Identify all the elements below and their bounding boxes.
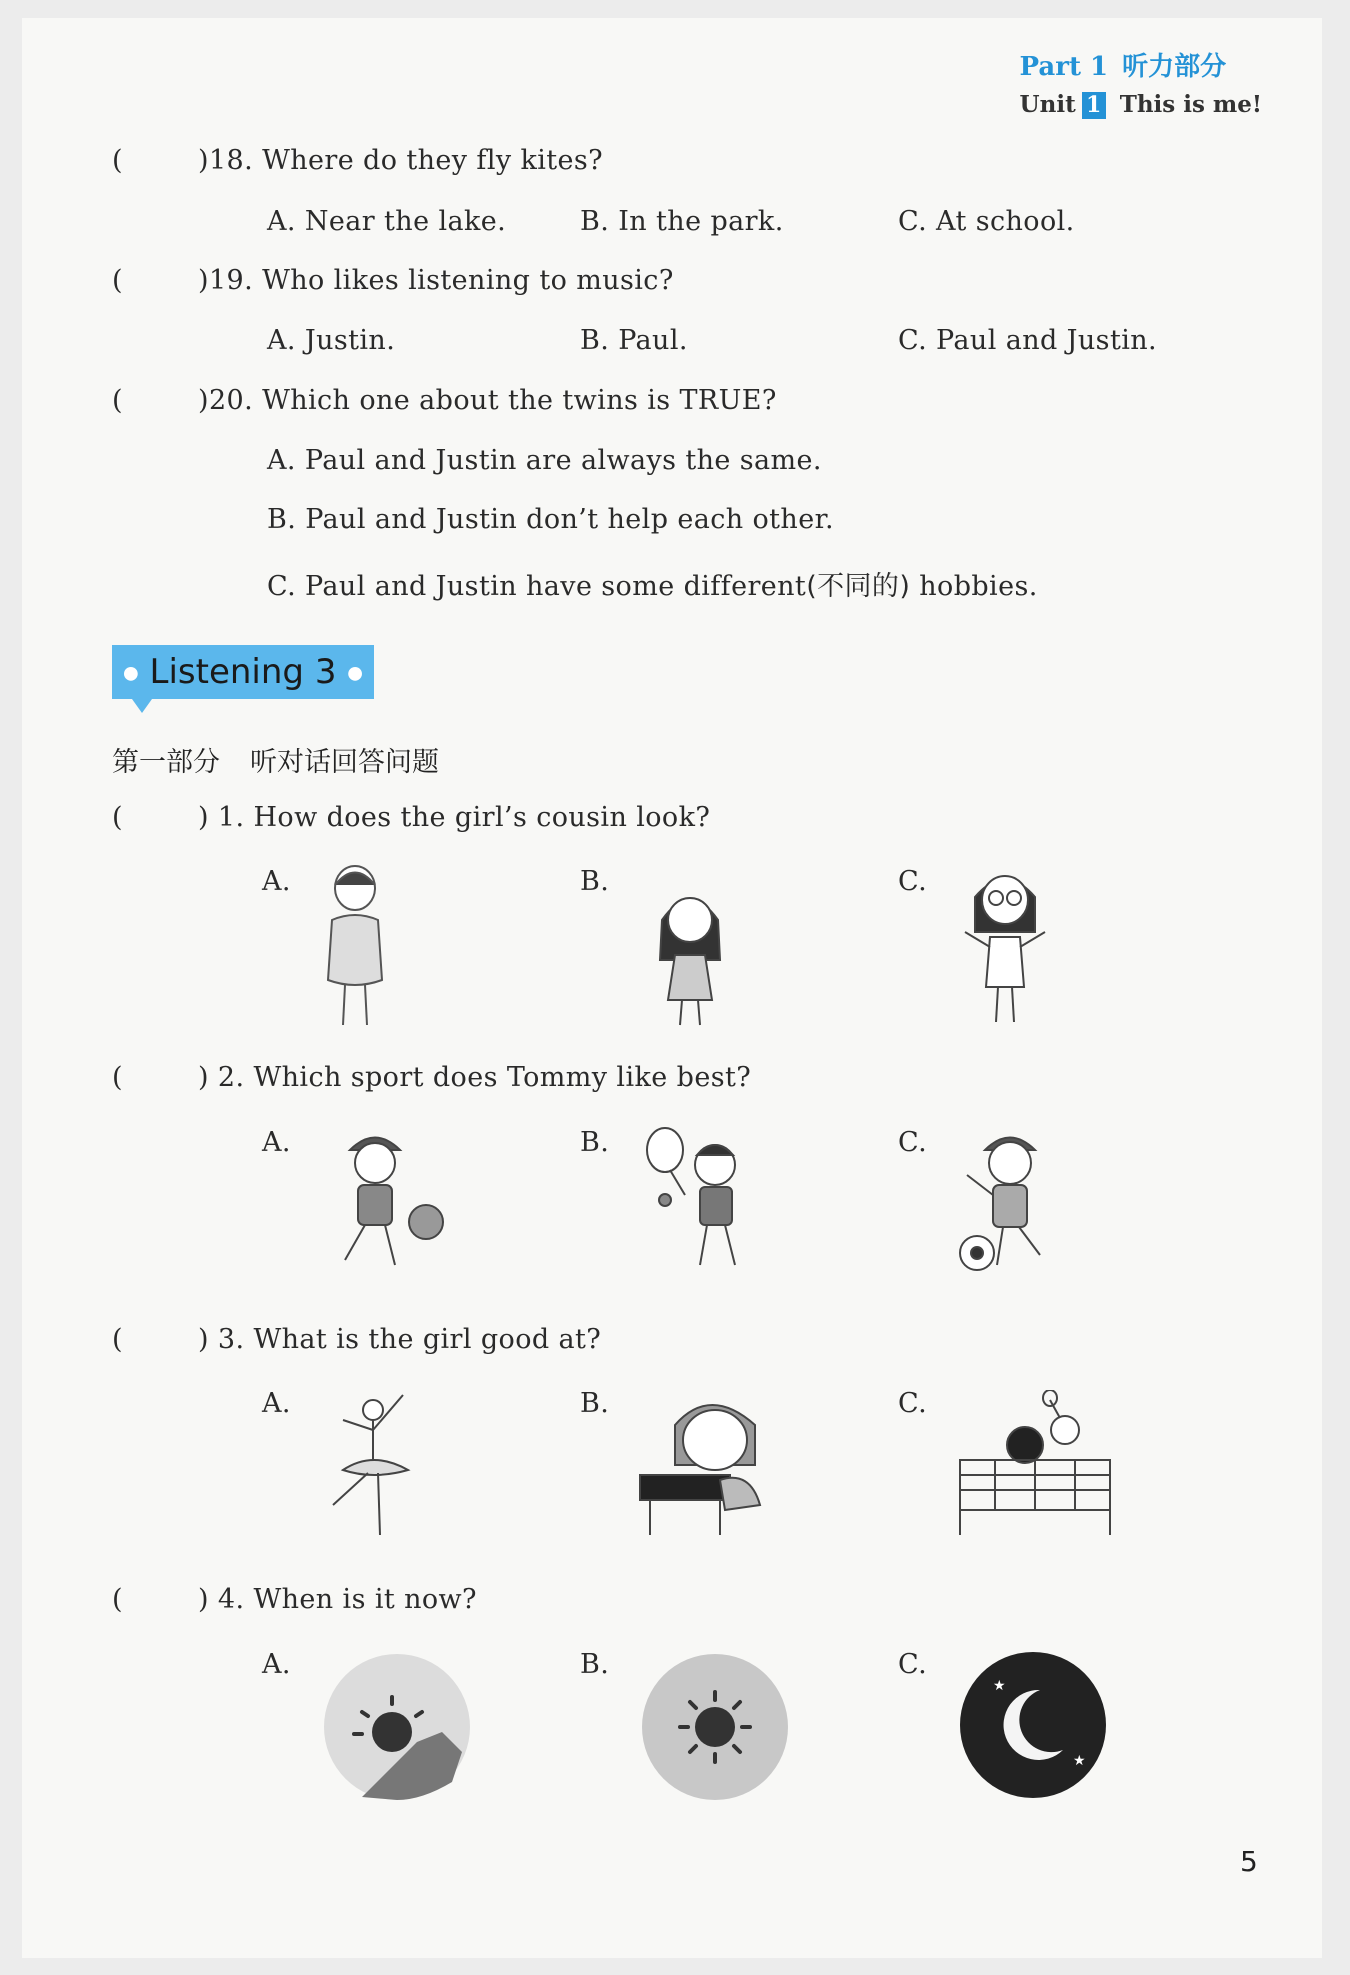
option-b-label: B. [580, 1388, 610, 1419]
option-b-label: B. [580, 1649, 610, 1680]
answer-blank[interactable]: ( [112, 385, 123, 416]
girl-glasses-icon[interactable] [950, 862, 1060, 1027]
option-c: C. At school. [898, 206, 1075, 237]
section-part: 第一部分 [112, 747, 220, 778]
option-a-label: A. [262, 1388, 291, 1419]
answer-blank[interactable]: ( [112, 1324, 123, 1355]
question-number: 18. [208, 145, 254, 176]
option-b: B. In the park. [580, 206, 784, 237]
part-cn-label: 听力部分 [1122, 52, 1227, 82]
question-text: Who likes listening to music? [262, 265, 674, 296]
question-text: When is it now? [253, 1584, 477, 1615]
unit-title: This is me! [1119, 91, 1262, 118]
option-a: A. Near the lake. [267, 206, 507, 237]
page-number: 5 [1240, 1845, 1258, 1878]
question-19: ( )19. Who likes listening to music? [112, 265, 674, 296]
answer-blank[interactable]: ( [112, 1584, 123, 1615]
svg-text:★: ★ [993, 1678, 1006, 1694]
question-number: 19. [208, 265, 254, 296]
question-text: What is the girl good at? [253, 1324, 602, 1355]
section-heading: 听对话回答问题 [250, 747, 439, 778]
listening-question-2: ( ) 2. Which sport does Tommy like best? [112, 1062, 752, 1093]
part-label: Part 1 [1019, 52, 1109, 82]
basketball-boy-icon[interactable] [320, 1125, 450, 1275]
option-c-label: C. [898, 1388, 928, 1419]
option-a-label: A. [262, 866, 291, 897]
question-20: ( )20. Which one about the twins is TRUE? [112, 385, 777, 416]
option-c-label: C. [898, 1649, 928, 1680]
tennis-boy-icon[interactable] [635, 1125, 775, 1275]
question-number: 20. [208, 385, 254, 416]
question-text: Which one about the twins is TRUE? [262, 385, 777, 416]
option-c: C. Paul and Justin have some different(不同的) hobbies. [267, 571, 1038, 602]
answer-blank[interactable]: ( [112, 802, 123, 833]
banner-label: Listening 3 [149, 652, 337, 692]
girl-long-hair-icon[interactable] [640, 880, 740, 1030]
option-c-label: C. [898, 866, 928, 897]
listening-question-1: ( ) 1. How does the girl’s cousin look? [112, 802, 711, 833]
soccer-boy-icon[interactable] [955, 1125, 1065, 1280]
svg-text:★: ★ [1073, 1753, 1086, 1769]
option-a-label: A. [262, 1649, 291, 1680]
sun-icon[interactable] [640, 1652, 790, 1802]
answer-blank[interactable]: ( [112, 145, 123, 176]
option-b-label: B. [580, 866, 610, 897]
chubby-girl-icon[interactable] [300, 860, 410, 1030]
question-18: ( )18. Where do they fly kites? [112, 145, 604, 176]
badminton-girl-icon[interactable] [955, 1390, 1115, 1540]
answer-blank[interactable]: ( [112, 1062, 123, 1093]
moon-night-icon[interactable] [958, 1650, 1108, 1800]
listening-question-3: ( ) 3. What is the girl good at? [112, 1324, 602, 1355]
piano-girl-icon[interactable] [635, 1385, 775, 1540]
sunrise-icon[interactable] [322, 1652, 472, 1802]
unit-label: Unit [1019, 91, 1076, 118]
option-a: A. Paul and Justin are always the same. [267, 445, 822, 476]
question-text: How does the girl’s cousin look? [253, 802, 711, 833]
page-header [1020, 46, 1262, 119]
ballet-dancer-icon[interactable] [318, 1385, 428, 1540]
question-text: Which sport does Tommy like best? [253, 1062, 752, 1093]
section-title [112, 740, 439, 779]
unit-number: 1 [1082, 92, 1106, 119]
option-b: B. Paul. [580, 325, 688, 356]
option-a-label: A. [262, 1127, 291, 1158]
question-text: Where do they fly kites? [262, 145, 604, 176]
option-c: C. Paul and Justin. [898, 325, 1157, 356]
answer-blank[interactable]: ( [112, 265, 123, 296]
option-c-label: C. [898, 1127, 928, 1158]
listening-question-4: ( ) 4. When is it now? [112, 1584, 477, 1615]
option-b-label: B. [580, 1127, 610, 1158]
option-b: B. Paul and Justin don’t help each other. [267, 504, 834, 535]
option-a: A. Justin. [267, 325, 396, 356]
listening-banner: ● Listening 3 ● [112, 645, 374, 699]
